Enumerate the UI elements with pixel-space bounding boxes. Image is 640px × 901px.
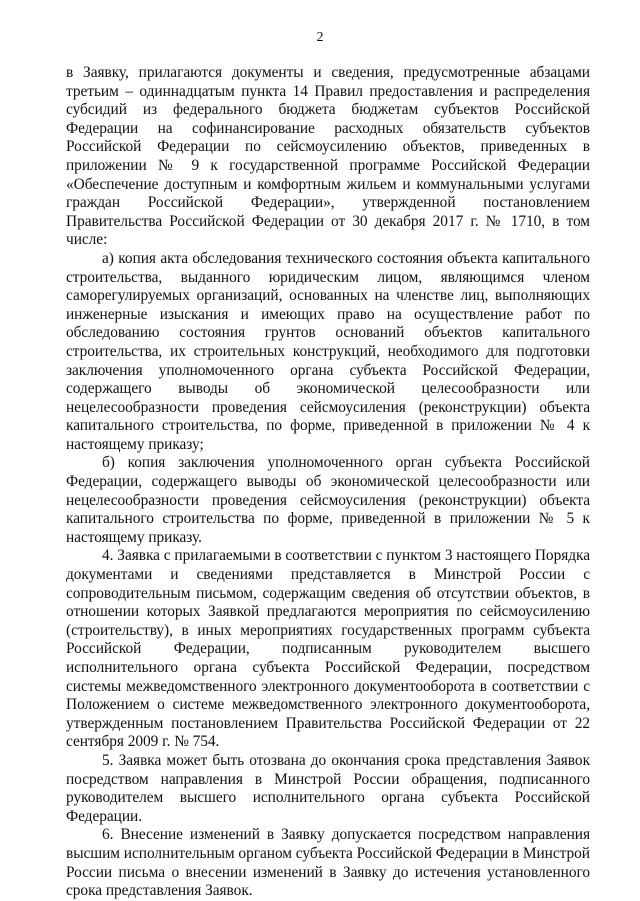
paragraph-point-6: 6. Внесение изменений в Заявку допускается посредством направления высшим исполнительным органом субъекта Российской Федерации в Минстрой России письма о внесении изменений в Заявку до истечения установленного срока представления Заявок. bbox=[66, 826, 590, 900]
page-number: 2 bbox=[316, 30, 324, 45]
paragraph-point-5: 5. Заявка может быть отозвана до окончания срока представления Заявок посредством направления в Минстрой России обращения, подписанного руководителем высшего исполнительного органа субъекта Российской Федерации. bbox=[66, 751, 590, 825]
paragraph-item-b: б) копия заключения уполномоченного орган субъекта Российской Федерации, содержащего выводы об экономической целесообразности или нецелесообразности проведения сейсмоусиления (реконструкции) объекта капитального строительства по форме, приведенной в приложении № 5 к настоящему приказу. bbox=[66, 454, 590, 546]
paragraph-continuation: в Заявку, прилагаются документы и сведения, предусмотренные абзацами третьим – одиннадцатым пункта 14 Правил предоставления и распределения субсидий из федерального бюджета бюджетам субъектов Российской Федерации на софинансирование расходных обязательств субъектов Российской Федерации по сейсмоусилению объектов, приведенных в приложении № 9 к государственной программе Российской Федерации «Обеспечение доступным и комфортным жильем и коммунальными услугами граждан Российской Федерации», утвержденной постановлением Правительства Российской Федерации от 30 декабря 2017 г. № 1710, в том числе: bbox=[66, 64, 590, 249]
paragraph-point-4: 4. Заявка с прилагаемыми в соответствии с пунктом 3 настоящего Порядка документами и сведениями представляется в Минстрой России с сопроводительным письмом, содержащим сведения об отсутствии объектов, в отношении которых Заявкой предлагаются мероприятия по сейсмоусилению (строительству), в иных мероприятиях государственных программ субъекта Российской Федерации, подписанным руководителем высшего исполнительного органа субъекта Российской Федерации, посредством системы межведомственного электронного документооборота в соответствии с Положением о системе межведомственного электронного документооборота, утвержденным постановлением Правительства Российской Федерации от 22 сентября 2009 г. № 754. bbox=[66, 547, 590, 751]
paragraph-item-a: а) копия акта обследования технического состояния объекта капитального строительства, выданного юридическим лицом, являющимся членом саморегулируемых организаций, основанных на членстве лиц, выполняющих инженерные изыскания и имеющих право на осуществление работ по обследованию состояния грунтов оснований объектов капитального строительства, их строительных конструкций, необходимого для подготовки заключения уполномоченного органа субъекта Российской Федерации, содержащего выводы об экономической целесообразности или нецелесообразности проведения сейсмоусиления (реконструкции) объекта капитального строительства, по форме, приведенной в приложении № 4 к настоящему приказу; bbox=[66, 249, 590, 453]
document-body bbox=[66, 64, 590, 901]
